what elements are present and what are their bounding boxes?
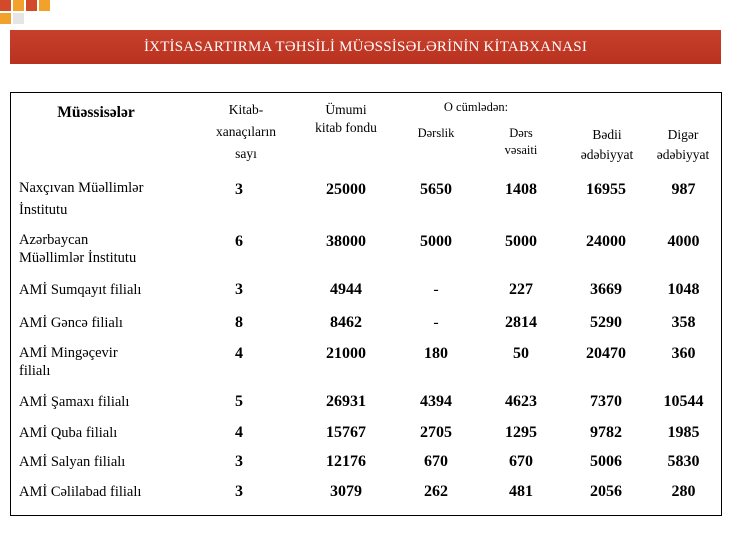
cell-aids: 5000 (505, 233, 537, 250)
header-fiction-line2: ədəbiyyat (580, 147, 634, 163)
table-row (11, 453, 721, 481)
row-name-line2: İnstitutu (19, 202, 68, 219)
library-table (10, 92, 722, 516)
cell-fiction: 20470 (586, 345, 626, 362)
row-name-line1: AMİ Gəncə filialı (19, 315, 123, 331)
header-total (296, 101, 396, 137)
cell-librarians: 6 (235, 233, 243, 250)
header-total-line2: kitab fondu (315, 120, 377, 136)
title-banner (10, 30, 721, 64)
cell-fiction: 3669 (590, 281, 622, 298)
cell-total: 26931 (326, 393, 366, 410)
cell-aids: 481 (509, 483, 533, 500)
row-name (19, 425, 117, 442)
cell-other: 5830 (667, 453, 700, 470)
row-name (19, 232, 136, 268)
table-row (11, 177, 721, 223)
orange-square (13, 0, 24, 11)
red-square (13, 13, 24, 24)
cell-other: 360 (671, 345, 696, 362)
header-librarians (201, 101, 291, 164)
cell-aids: 227 (509, 281, 533, 298)
cell-total: 8462 (330, 314, 362, 331)
cell-other: 987 (671, 181, 696, 198)
table-row (11, 392, 721, 420)
header-librarians-line2: xanaçıların (216, 124, 276, 140)
cell-fiction: 5290 (590, 314, 622, 331)
table-row (11, 231, 721, 277)
cell-librarians: 4 (235, 424, 243, 441)
row-name-line2: Müəllimlər İnstitutu (19, 250, 137, 267)
cell-total: 3079 (330, 483, 362, 500)
cell-fiction: 5006 (590, 453, 622, 470)
table-row (11, 281, 721, 309)
header-other-line1: Digər (667, 127, 699, 142)
cell-librarians: 5 (235, 393, 243, 410)
cell-total: 15767 (326, 424, 366, 441)
cell-textbooks: 262 (424, 483, 448, 500)
orange-square (0, 13, 11, 24)
header-other-line2: ədəbiyyat (656, 147, 710, 163)
cell-other: 358 (671, 314, 696, 331)
header-of-which: O cümlədən: (443, 100, 509, 114)
cell-librarians: 3 (235, 453, 243, 470)
row-name (19, 315, 123, 332)
table-row (11, 423, 721, 451)
cell-aids: 4623 (505, 393, 537, 410)
row-name-line1: AMİ Quba filialı (19, 425, 118, 441)
cell-textbooks: 180 (424, 345, 448, 362)
cell-librarians: 4 (235, 345, 243, 362)
red-square (26, 0, 37, 11)
cell-fiction: 24000 (586, 233, 626, 250)
corner-decoration (0, 0, 60, 30)
cell-textbooks: - (433, 281, 439, 298)
cell-librarians: 3 (235, 181, 243, 198)
row-name-line1: Azərbaycan (19, 232, 89, 248)
cell-textbooks: 5650 (420, 181, 452, 198)
table-row (11, 314, 721, 342)
header-other (643, 126, 723, 164)
cell-fiction: 7370 (590, 393, 622, 410)
cell-aids: 2814 (505, 314, 537, 331)
cell-other: 10544 (663, 393, 704, 410)
cell-aids: 1295 (505, 424, 537, 441)
cell-total: 25000 (326, 181, 366, 198)
cell-total: 38000 (326, 233, 366, 250)
header-librarians-line3: sayı (235, 146, 257, 162)
header-aids-line1: Dərs (509, 126, 533, 140)
cell-fiction: 16955 (586, 181, 626, 198)
header-total-line1: Ümumi (325, 102, 367, 117)
row-name-line1: AMİ Şamaxı filialı (19, 394, 130, 410)
cell-other: 280 (671, 483, 696, 500)
cell-textbooks: 670 (424, 453, 448, 470)
header-librarians-line1: Kitab- (228, 102, 264, 117)
header-textbooks: Dərslik (417, 126, 455, 140)
cell-total: 21000 (326, 345, 366, 362)
red-square (0, 0, 11, 11)
cell-librarians: 3 (235, 281, 243, 298)
cell-aids: 1408 (505, 181, 537, 198)
row-name (19, 345, 118, 381)
table-row (11, 344, 721, 390)
cell-fiction: 9782 (590, 424, 622, 441)
row-name-line1: AMİ Cəlilabad filialı (19, 484, 142, 500)
header-aids (481, 125, 561, 159)
row-name (19, 454, 125, 471)
row-name-line1: AMİ Salyan filialı (19, 454, 126, 470)
header-aids-line2: vəsaiti (504, 142, 538, 157)
cell-textbooks: 4394 (420, 393, 452, 410)
row-name (19, 394, 129, 411)
header-fiction-line1: Bədii (592, 127, 622, 142)
cell-textbooks: - (433, 314, 439, 331)
cell-librarians: 8 (235, 314, 243, 331)
cell-total: 12176 (326, 453, 366, 470)
row-name-line1: AMİ Sumqayıt filialı (19, 282, 142, 298)
row-name-line1: Naxçıvan Müəllimlər (19, 180, 144, 196)
row-name (19, 180, 143, 220)
row-name-line1: AMİ Mingəçevir (19, 345, 118, 361)
cell-total: 4944 (330, 281, 362, 298)
cell-aids: 50 (513, 345, 529, 362)
cell-textbooks: 2705 (420, 424, 452, 441)
page-title: İXTİSASARTIRMA TƏHSİLİ MÜƏSSİSƏLƏRİNİN KİTABXANASI (143, 38, 588, 55)
cell-other: 4000 (667, 233, 700, 250)
cell-other: 1048 (667, 281, 700, 298)
cell-fiction: 2056 (590, 483, 622, 500)
cell-textbooks: 5000 (420, 233, 452, 250)
cell-aids: 670 (509, 453, 533, 470)
header-fiction (571, 126, 643, 164)
row-name (19, 484, 141, 501)
row-name-line2: filialı (19, 363, 51, 380)
row-name (19, 282, 141, 299)
orange-square (39, 0, 50, 11)
table-row (11, 483, 721, 511)
header-institutions: Müəssisələr (57, 104, 135, 121)
cell-librarians: 3 (235, 483, 243, 500)
cell-other: 1985 (667, 424, 700, 441)
